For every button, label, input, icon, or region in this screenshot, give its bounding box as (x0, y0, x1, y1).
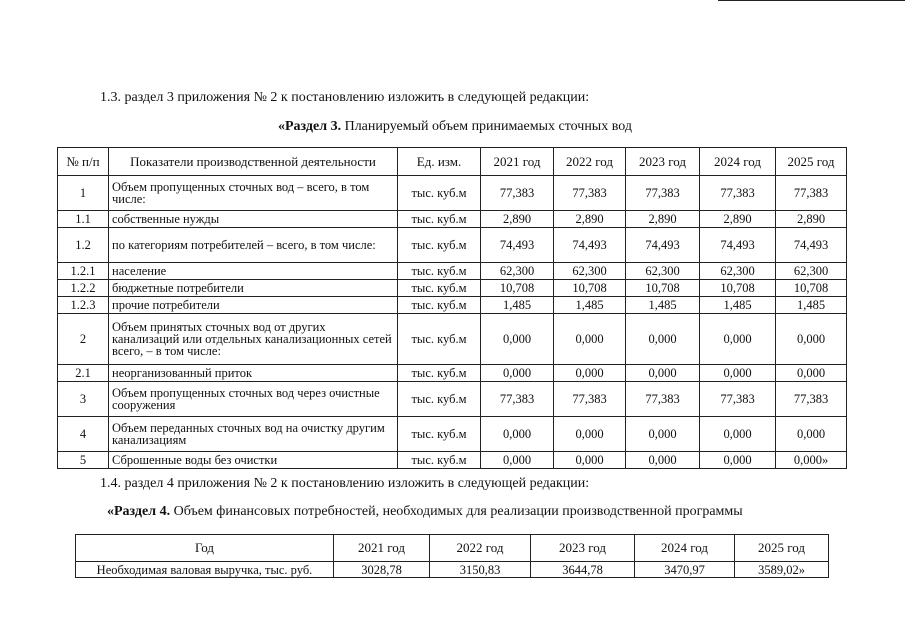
table-cell: 2,890 (776, 211, 847, 228)
table-cell: 77,383 (776, 382, 847, 417)
table-cell: бюджетные потребители (109, 280, 398, 297)
table-cell: 0,000 (481, 417, 554, 452)
table-cell: 1,485 (481, 297, 554, 314)
header-cell: Ед. изм. (398, 148, 481, 176)
header-cell: 2022 год (554, 148, 626, 176)
paragraph-1-3: 1.3. раздел 3 приложения № 2 к постановлению изложить в следующей редакции: (100, 90, 590, 105)
table-cell: тыс. куб.м (398, 263, 481, 280)
table-cell: 0,000 (554, 365, 626, 382)
table-cell: 0,000 (554, 314, 626, 365)
table-cell: 77,383 (554, 176, 626, 211)
table-cell: 0,000 (776, 417, 847, 452)
header-cell: 2024 год (700, 148, 776, 176)
wastewater-volume-table (57, 147, 847, 469)
table-cell: 0,000 (776, 365, 847, 382)
table-cell: 10,708 (481, 280, 554, 297)
table-cell: 1.1 (58, 211, 109, 228)
table-cell: 0,000 (554, 452, 626, 469)
table-row (58, 382, 847, 417)
table-cell: 77,383 (776, 176, 847, 211)
table-cell: 62,300 (776, 263, 847, 280)
table-cell: 3150,83 (430, 562, 531, 578)
table-cell: 1.2.3 (58, 297, 109, 314)
table-cell: 77,383 (554, 382, 626, 417)
table-cell: Сброшенные воды без очистки (109, 452, 398, 469)
table-cell: тыс. куб.м (398, 280, 481, 297)
table-cell: 0,000 (626, 314, 700, 365)
table-cell: 74,493 (776, 228, 847, 263)
table-cell: 1,485 (554, 297, 626, 314)
table-cell: 2,890 (481, 211, 554, 228)
table-cell: 0,000 (626, 365, 700, 382)
table-cell: 1.2.2 (58, 280, 109, 297)
header-cell: 2022 год (430, 535, 531, 562)
table-cell: Объем пропущенных сточных вод через очистные сооружения (109, 382, 398, 417)
table-cell: 2 (58, 314, 109, 365)
table-cell: тыс. куб.м (398, 297, 481, 314)
table-header-row (58, 148, 847, 176)
header-cell: 2021 год (334, 535, 430, 562)
table-cell: Объем пропущенных сточных вод – всего, в том числе: (109, 176, 398, 211)
table-cell: 74,493 (481, 228, 554, 263)
table-cell: 74,493 (700, 228, 776, 263)
table-cell: 62,300 (481, 263, 554, 280)
table-cell: Объем переданных сточных вод на очистку другим канализациям (109, 417, 398, 452)
table-cell: 77,383 (481, 382, 554, 417)
table-cell: 74,493 (626, 228, 700, 263)
section-4-text: Объем финансовых потребностей, необходимых для реализации производственной программы (170, 504, 743, 519)
header-cell: 2023 год (531, 535, 635, 562)
header-cell: 2025 год (735, 535, 829, 562)
table-cell: неорганизованный приток (109, 365, 398, 382)
table-cell: 0,000 (700, 314, 776, 365)
table-cell: 5 (58, 452, 109, 469)
table-cell: тыс. куб.м (398, 365, 481, 382)
table-cell: 0,000 (481, 365, 554, 382)
table-cell: 0,000 (700, 365, 776, 382)
table-cell: 10,708 (700, 280, 776, 297)
section-4-title (107, 504, 743, 520)
table-cell: 2,890 (554, 211, 626, 228)
table-cell: тыс. куб.м (398, 382, 481, 417)
table-cell: Объем принятых сточных вод от других канализаций или отдельных канализационных сетей всего, – в том числе: (109, 314, 398, 365)
table-cell: 3644,78 (531, 562, 635, 578)
table-header-row (76, 535, 829, 562)
paragraph-1-4: 1.4. раздел 4 приложения № 2 к постановлению изложить в следующей редакции: (100, 476, 590, 491)
table-cell: тыс. куб.м (398, 452, 481, 469)
table-cell: 0,000 (554, 417, 626, 452)
table-row (58, 297, 847, 314)
table-cell: 4 (58, 417, 109, 452)
table-row (58, 280, 847, 297)
table-row (58, 263, 847, 280)
table-cell: тыс. куб.м (398, 417, 481, 452)
table-cell: 0,000 (700, 452, 776, 469)
table-row (58, 176, 847, 211)
table-cell: 3 (58, 382, 109, 417)
header-rule (718, 0, 905, 1)
header-cell: 2025 год (776, 148, 847, 176)
table-cell: 10,708 (626, 280, 700, 297)
header-cell: 2024 год (635, 535, 735, 562)
table-cell: 0,000» (776, 452, 847, 469)
table-cell: 74,493 (554, 228, 626, 263)
table-cell: 2,890 (626, 211, 700, 228)
table-cell: 62,300 (554, 263, 626, 280)
table-cell: 1.2 (58, 228, 109, 263)
header-cell: 2023 год (626, 148, 700, 176)
financial-needs-table (75, 534, 829, 578)
table-cell: 0,000 (481, 314, 554, 365)
header-cell: 2021 год (481, 148, 554, 176)
table-cell: тыс. куб.м (398, 314, 481, 365)
table-row (58, 211, 847, 228)
section-4-label: «Раздел 4. (107, 504, 171, 519)
table-cell: 1,485 (776, 297, 847, 314)
table-cell: 1,485 (626, 297, 700, 314)
table-cell: по категориям потребителей – всего, в том числе: (109, 228, 398, 263)
table-cell: 77,383 (700, 176, 776, 211)
table-row (58, 417, 847, 452)
table-row (76, 562, 829, 578)
table-cell: 3589,02» (735, 562, 829, 578)
section-3-text: Планируемый объем принимаемых сточных вод (341, 119, 632, 134)
table-cell: Необходимая валовая выручка, тыс. руб. (76, 562, 334, 578)
table-cell: 0,000 (481, 452, 554, 469)
header-cell: Показатели производственной деятельности (109, 148, 398, 176)
section-3-label: «Раздел 3. (278, 119, 342, 134)
table-cell: население (109, 263, 398, 280)
section-3-title (278, 119, 632, 135)
table-cell: 2.1 (58, 365, 109, 382)
table-cell: 3028,78 (334, 562, 430, 578)
table-row (58, 228, 847, 263)
table-cell: 77,383 (626, 176, 700, 211)
table-cell: 0,000 (626, 417, 700, 452)
table-cell: тыс. куб.м (398, 211, 481, 228)
table-cell: 1 (58, 176, 109, 211)
header-cell: Год (76, 535, 334, 562)
table-cell: 77,383 (481, 176, 554, 211)
table-row (58, 365, 847, 382)
table-cell: 1,485 (700, 297, 776, 314)
table-row (58, 452, 847, 469)
table-row (58, 314, 847, 365)
table-cell: тыс. куб.м (398, 176, 481, 211)
table-cell: 62,300 (700, 263, 776, 280)
table-cell: 77,383 (700, 382, 776, 417)
table-cell: тыс. куб.м (398, 228, 481, 263)
table-cell: 2,890 (700, 211, 776, 228)
table-cell: 10,708 (554, 280, 626, 297)
header-cell: № п/п (58, 148, 109, 176)
table-cell: 0,000 (700, 417, 776, 452)
table-cell: 77,383 (626, 382, 700, 417)
table-cell: собственные нужды (109, 211, 398, 228)
table-cell: 1.2.1 (58, 263, 109, 280)
table-cell: прочие потребители (109, 297, 398, 314)
table-cell: 0,000 (776, 314, 847, 365)
table-cell: 62,300 (626, 263, 700, 280)
table-cell: 10,708 (776, 280, 847, 297)
table-cell: 0,000 (626, 452, 700, 469)
table-cell: 3470,97 (635, 562, 735, 578)
